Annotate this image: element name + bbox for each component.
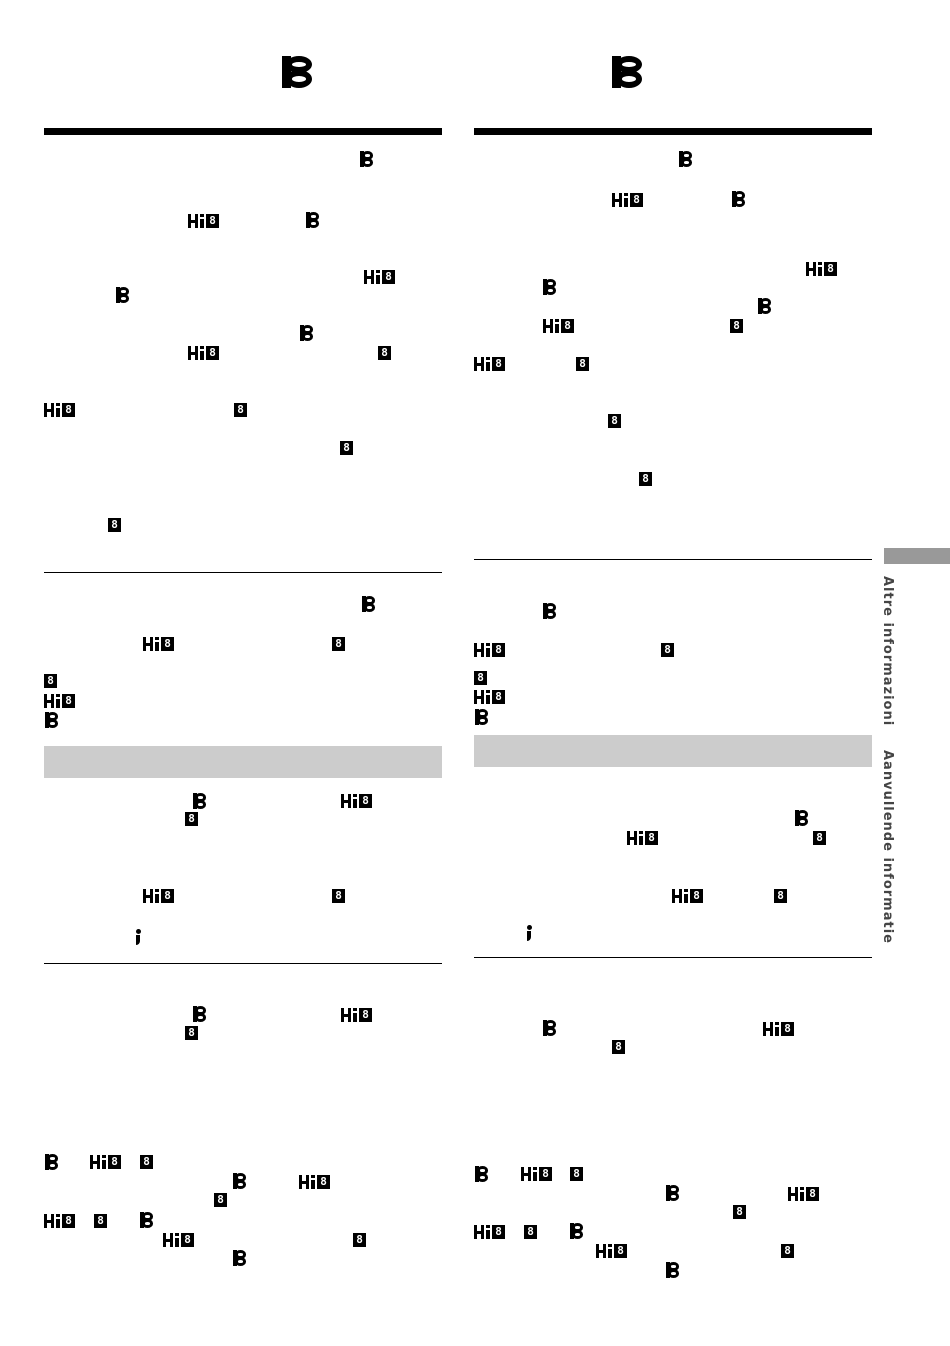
video8-icon: 8 <box>474 671 487 685</box>
hi8-icon: 8 <box>627 831 658 845</box>
hi8-icon: 8 <box>90 1155 121 1169</box>
video8-icon: 8 <box>733 1205 746 1219</box>
digital8-icon <box>758 298 771 314</box>
hi8-icon: 8 <box>521 1167 552 1181</box>
digital8-icon <box>666 1185 679 1201</box>
hi8-icon: 8 <box>364 270 395 284</box>
video8-icon: 8 <box>378 346 391 360</box>
hi8-icon: 8 <box>341 1008 372 1022</box>
digital8-icon <box>475 1166 488 1182</box>
video8-icon: 8 <box>576 357 589 371</box>
video8-icon: 8 <box>639 472 652 486</box>
section-rule-right <box>474 128 872 135</box>
hi8-icon: 8 <box>299 1175 330 1189</box>
info-icon <box>526 925 534 941</box>
digital8-icon <box>543 603 556 619</box>
digital8-icon <box>362 596 375 612</box>
video8-icon: 8 <box>612 1040 625 1054</box>
video8-icon: 8 <box>185 1026 198 1040</box>
digital8-icon <box>679 151 692 167</box>
video8-icon: 8 <box>94 1214 107 1228</box>
video8-icon: 8 <box>781 1244 794 1258</box>
hi8-icon: 8 <box>474 357 505 371</box>
hi8-icon: 8 <box>188 214 219 228</box>
digital8-icon <box>193 1006 206 1022</box>
divider <box>44 572 442 573</box>
digital8-logo-header-right <box>612 56 642 88</box>
video8-icon: 8 <box>340 441 353 455</box>
video8-icon: 8 <box>813 831 826 845</box>
digital8-icon <box>543 1020 556 1036</box>
hi8-icon: 8 <box>612 193 643 207</box>
hi8-icon: 8 <box>543 319 574 333</box>
side-label-italian: Altre informazioni <box>880 576 895 727</box>
divider <box>44 963 442 964</box>
video8-icon: 8 <box>332 637 345 651</box>
hi8-icon: 8 <box>596 1244 627 1258</box>
video8-icon: 8 <box>730 319 743 333</box>
video8-icon: 8 <box>353 1233 366 1247</box>
section-rule-left <box>44 128 442 135</box>
digital8-icon <box>570 1223 583 1239</box>
digital8-icon <box>360 151 373 167</box>
video8-icon: 8 <box>234 403 247 417</box>
side-index-tab <box>884 548 950 564</box>
digital8-icon <box>543 279 556 295</box>
hi8-icon: 8 <box>474 690 505 704</box>
hi8-icon: 8 <box>474 1225 505 1239</box>
video8-icon: 8 <box>140 1155 153 1169</box>
hi8-icon: 8 <box>163 1233 194 1247</box>
digital8-icon <box>233 1173 246 1189</box>
hi8-icon: 8 <box>143 889 174 903</box>
video8-icon: 8 <box>332 889 345 903</box>
video8-icon: 8 <box>108 518 121 532</box>
digital8-icon <box>732 191 745 207</box>
digital8-icon <box>116 287 129 303</box>
video8-icon: 8 <box>44 674 57 688</box>
video8-icon: 8 <box>661 643 674 657</box>
side-label-dutch: Aanvullende informatie <box>880 750 895 944</box>
digital8-icon <box>140 1212 153 1228</box>
digital8-icon <box>233 1250 246 1266</box>
hi8-icon: 8 <box>44 1214 75 1228</box>
digital8-icon <box>45 712 58 728</box>
hi8-icon: 8 <box>44 694 75 708</box>
divider <box>474 957 872 958</box>
video8-icon: 8 <box>608 414 621 428</box>
section-band <box>44 746 442 778</box>
video8-icon: 8 <box>524 1225 537 1239</box>
hi8-icon: 8 <box>44 403 75 417</box>
digital8-icon <box>795 810 808 826</box>
video8-icon: 8 <box>185 812 198 826</box>
hi8-icon: 8 <box>672 889 703 903</box>
digital8-icon <box>300 325 313 341</box>
video8-icon: 8 <box>774 889 787 903</box>
video8-icon: 8 <box>214 1193 227 1207</box>
digital8-logo-header-left <box>282 56 312 88</box>
video8-icon: 8 <box>570 1167 583 1181</box>
hi8-icon: 8 <box>188 346 219 360</box>
digital8-icon <box>666 1262 679 1278</box>
info-icon <box>135 929 143 945</box>
digital8-icon <box>475 709 488 725</box>
hi8-icon: 8 <box>474 643 505 657</box>
hi8-icon: 8 <box>341 794 372 808</box>
hi8-icon: 8 <box>788 1187 819 1201</box>
section-band <box>474 735 872 767</box>
hi8-icon: 8 <box>143 637 174 651</box>
divider <box>474 559 872 560</box>
hi8-icon: 8 <box>763 1022 794 1036</box>
hi8-icon: 8 <box>806 262 837 276</box>
digital8-icon <box>45 1154 58 1170</box>
digital8-icon <box>193 793 206 809</box>
digital8-icon <box>306 212 319 228</box>
